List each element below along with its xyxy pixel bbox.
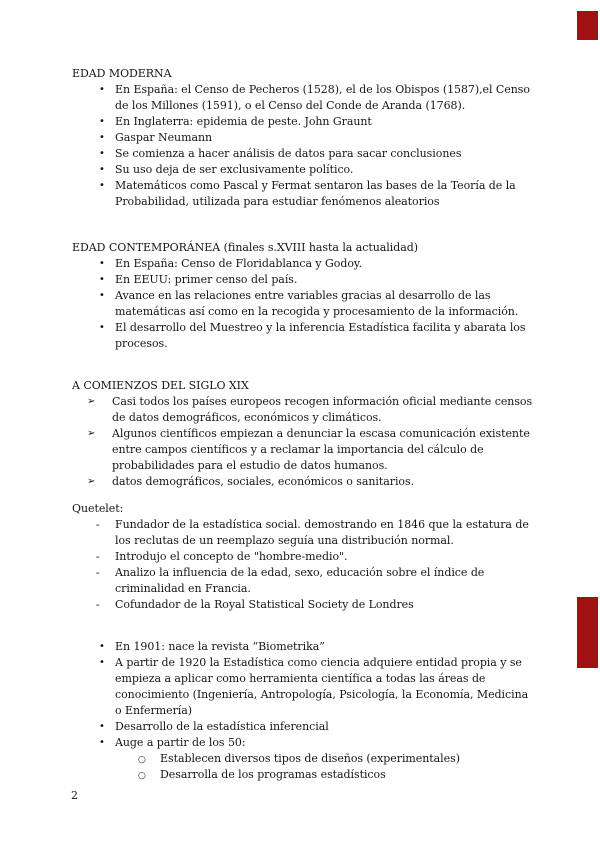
arrow-marker-icon: ➢ xyxy=(87,476,96,487)
bullet-marker-icon: • xyxy=(99,164,105,175)
list-item-text: Cofundador de la Royal Statistical Society de Londres xyxy=(115,598,414,611)
list-item-text: En 1901: nace la revista “Biometrika” xyxy=(115,640,325,653)
list-item xyxy=(72,426,534,474)
circle-marker-icon: ○ xyxy=(138,771,146,781)
list-item-text: Auge a partir de los 50: xyxy=(115,736,246,749)
list-item xyxy=(72,639,534,655)
list-item-text: En España: el Censo de Pecheros (1528), el de los Obispos (1587),el Censo de los Millones (1591), o el Censo del Conde de Aranda (1768). xyxy=(115,83,530,112)
section-quetelet xyxy=(72,501,534,613)
list-item xyxy=(72,719,534,735)
list-item xyxy=(72,735,534,751)
dash-marker-icon: - xyxy=(96,518,100,531)
list-item-text: En Inglaterra: epidemia de peste. John Graunt xyxy=(115,115,372,128)
list-item xyxy=(72,114,534,130)
list-item xyxy=(72,256,534,272)
section-heading: EDAD CONTEMPORÁNEA (finales s.XVIII hasta la actualidad) xyxy=(72,241,418,254)
list-item xyxy=(72,655,534,719)
dash-marker-icon: - xyxy=(96,598,100,611)
list-item xyxy=(72,82,534,114)
list-item-text: Gaspar Neumann xyxy=(115,131,213,144)
arrow-marker-icon: ➢ xyxy=(87,428,96,439)
bullet-marker-icon: • xyxy=(99,641,105,652)
list-item xyxy=(72,130,534,146)
bullet-marker-icon: • xyxy=(99,132,105,143)
list-item-text: En España: Censo de Floridablanca y Godoy. xyxy=(115,257,363,270)
list-item-text: A partir de 1920 la Estadística como ciencia adquiere entidad propia y se empieza a aplicar como herramienta científica a todas las áreas de conocimiento (Ingeniería, Antropología, Psicología, la Economía, Medicina o Enfermería) xyxy=(115,656,529,717)
bullet-marker-icon: • xyxy=(99,148,105,159)
page-number: 2 xyxy=(71,789,78,802)
section-heading: Quetelet: xyxy=(72,502,124,515)
list-item-text: Establecen diversos tipos de diseños (experimentales) xyxy=(160,752,460,765)
list-item xyxy=(72,394,534,426)
redaction-mark-top xyxy=(577,11,598,40)
list-item xyxy=(72,320,534,352)
bullet-marker-icon: • xyxy=(99,322,105,333)
list-item xyxy=(72,474,534,490)
list-item-text: Casi todos los países europeos recogen información oficial mediante censos de datos demográficos, económicos y climáticos. xyxy=(112,395,533,424)
list-item-text: En EEUU: primer censo del país. xyxy=(115,273,298,286)
section-heading: EDAD MODERNA xyxy=(72,67,172,80)
list-item xyxy=(72,751,534,767)
list-item xyxy=(72,767,534,783)
section-siglo-xx xyxy=(72,639,534,783)
list-item-text: Introdujo el concepto de "hombre-medio". xyxy=(115,550,348,563)
list-item xyxy=(72,549,534,565)
list-item-text: Desarrollo de la estadística inferencial xyxy=(115,720,329,733)
page-content xyxy=(72,66,534,783)
list-item-text: Desarrolla de los programas estadísticos xyxy=(160,768,386,781)
list-item xyxy=(72,517,534,549)
list-item-text: Analizo la influencia de la edad, sexo, educación sobre el índice de criminalidad en Francia. xyxy=(115,566,485,595)
list-item-text: Matemáticos como Pascal y Fermat sentaron las bases de la Teoría de la Probabilidad, utilizada para estudiar fenómenos aleatorios xyxy=(115,179,516,208)
bullet-marker-icon: • xyxy=(99,721,105,732)
bullet-marker-icon: • xyxy=(99,116,105,127)
list-item xyxy=(72,162,534,178)
bullet-marker-icon: • xyxy=(99,290,105,301)
dash-marker-icon: - xyxy=(96,550,100,563)
bullet-marker-icon: • xyxy=(99,258,105,269)
redaction-mark-middle xyxy=(577,597,598,668)
list-item-text: El desarrollo del Muestreo y la inferencia Estadística facilita y abarata los procesos. xyxy=(115,321,526,350)
list-item xyxy=(72,178,534,210)
list-item xyxy=(72,146,534,162)
bullet-marker-icon: • xyxy=(99,657,105,668)
list-item xyxy=(72,565,534,597)
list-item-text: Fundador de la estadística social. demostrando en 1846 que la estatura de los reclutas de un reemplazo seguía una distribución normal. xyxy=(115,518,529,547)
bullet-marker-icon: • xyxy=(99,737,105,748)
section-edad-contemporanea xyxy=(72,240,534,352)
arrow-marker-icon: ➢ xyxy=(87,396,96,407)
bullet-marker-icon: • xyxy=(99,274,105,285)
list-item-text: Avance en las relaciones entre variables gracias al desarrollo de las matemáticas así como en la recogida y procesamiento de la información. xyxy=(115,289,519,318)
bullet-marker-icon: • xyxy=(99,84,105,95)
list-item-text: datos demográficos, sociales, económicos o sanitarios. xyxy=(112,475,415,488)
list-item-text: Su uso deja de ser exclusivamente político. xyxy=(115,163,354,176)
list-item xyxy=(72,272,534,288)
section-heading: A COMIENZOS DEL SIGLO XIX xyxy=(72,379,249,392)
list-item-text: Algunos científicos empiezan a denunciar la escasa comunicación existente entre campos científicos y a reclamar la importancia del cálculo de probabilidades para el estudio de datos humanos. xyxy=(112,427,530,472)
list-item xyxy=(72,288,534,320)
list-item xyxy=(72,597,534,613)
section-siglo-xix xyxy=(72,378,534,490)
bullet-marker-icon: • xyxy=(99,180,105,191)
list-item-text: Se comienza a hacer análisis de datos para sacar conclusiones xyxy=(115,147,462,160)
section-edad-moderna xyxy=(72,66,534,210)
dash-marker-icon: - xyxy=(96,566,100,579)
circle-marker-icon: ○ xyxy=(138,755,146,765)
